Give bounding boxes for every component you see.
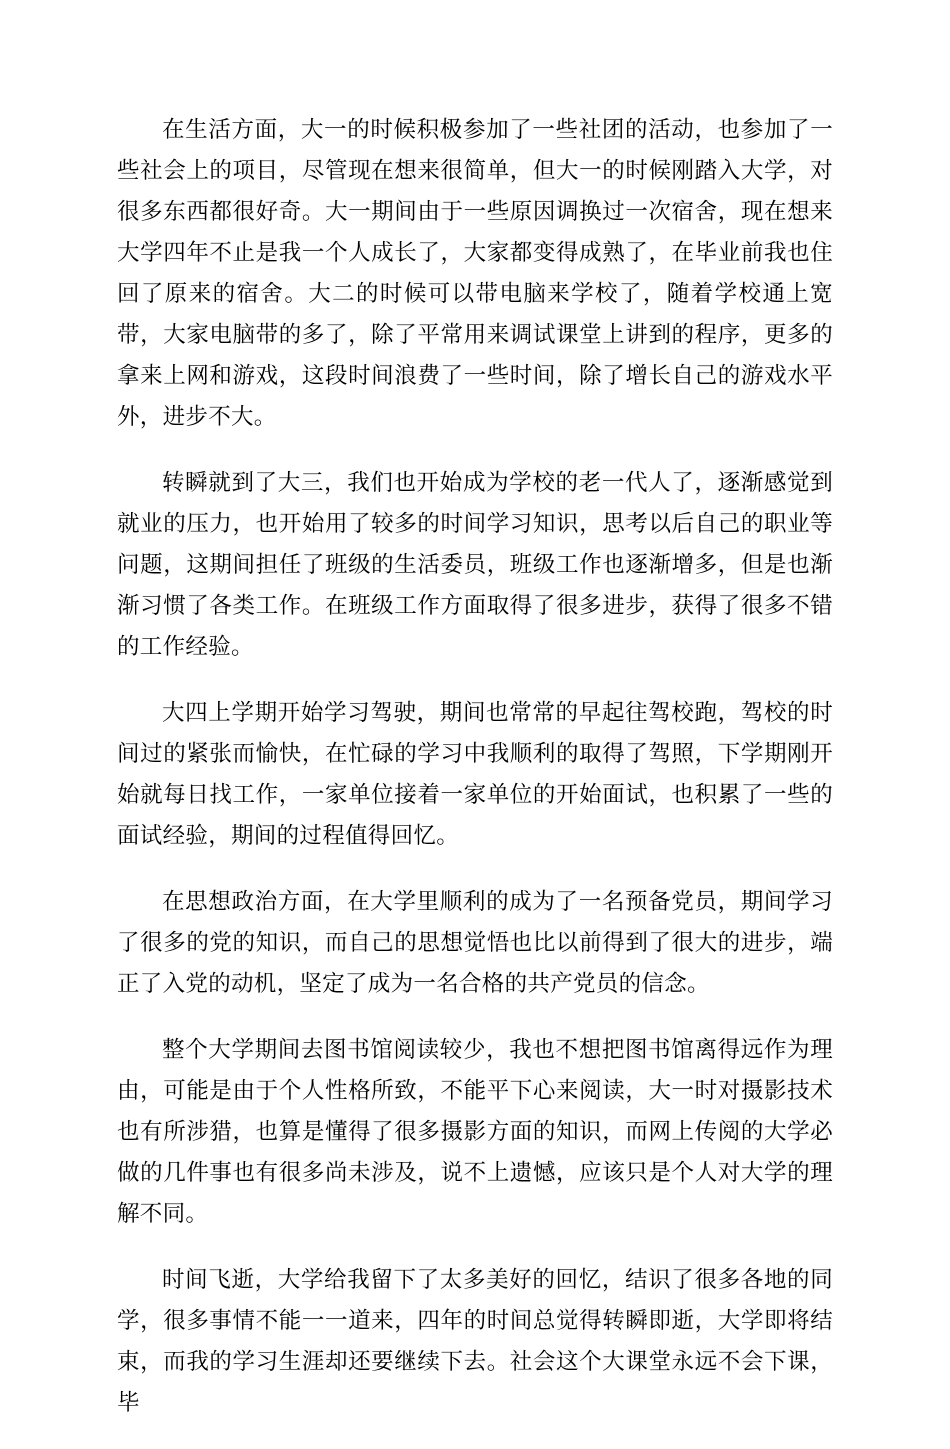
paragraph-political-thought: 在思想政治方面，在大学里顺利的成为了一名预备党员，期间学习了很多的党的知识，而自己的思想觉悟也比以前得到了很大的进步，端正了入党的动机，坚定了成为一名合格的共产党员的信念。	[117, 889, 833, 997]
paragraph-library-reading: 整个大学期间去图书馆阅读较少，我也不想把图书馆离得远作为理由，可能是由于个人性格所致，不能平下心来阅读，大一时对摄影技术也有所涉猎，也算是懂得了很多摄影方面的知识，而网上传阅的大学必做的几件事也有很多尚未涉及，说不上遗憾，应该只是个人对大学的理解不同。	[117, 1037, 833, 1227]
paragraph-time-flies: 时间飞逝，大学给我留下了太多美好的回忆，结识了很多各地的同学，很多事情不能一一道来，四年的时间总觉得转瞬即逝，大学即将结束，而我的学习生涯却还要继续下去。社会这个大课堂永远不会下课，毕	[117, 1267, 833, 1416]
paragraph-campus-life: 在生活方面，大一的时候积极参加了一些社团的活动，也参加了一些社会上的项目，尽管现在想来很简单，但大一的时候刚踏入大学，对很多东西都很好奇。大一期间由于一些原因调换过一次宿舍，现在想来大学四年不止是我一个人成长了，大家都变得成熟了，在毕业前我也住回了原来的宿舍。大二的时候可以带电脑来学校了，随着学校通上宽带，大家电脑带的多了，除了平常用来调试课堂上讲到的程序，更多的拿来上网和游戏，这段时间浪费了一些时间，除了增长自己的游戏水平外，进步不大。	[117, 117, 833, 430]
document-body	[117, 110, 833, 1449]
paragraph-junior-year: 转瞬就到了大三，我们也开始成为学校的老一代人了，逐渐感觉到就业的压力，也开始用了较多的时间学习知识，思考以后自己的职业等问题，这期间担任了班级的生活委员，班级工作也逐渐增多，但是也渐渐习惯了各类工作。在班级工作方面取得了很多进步，获得了很多不错的工作经验。	[117, 470, 833, 660]
paragraph-senior-year: 大四上学期开始学习驾驶，期间也常常的早起往驾校跑，驾校的时间过的紧张而愉快，在忙碌的学习中我顺利的取得了驾照，下学期刚开始就每日找工作，一家单位接着一家单位的开始面试，也积累了一些的面试经验，期间的过程值得回忆。	[117, 700, 833, 849]
